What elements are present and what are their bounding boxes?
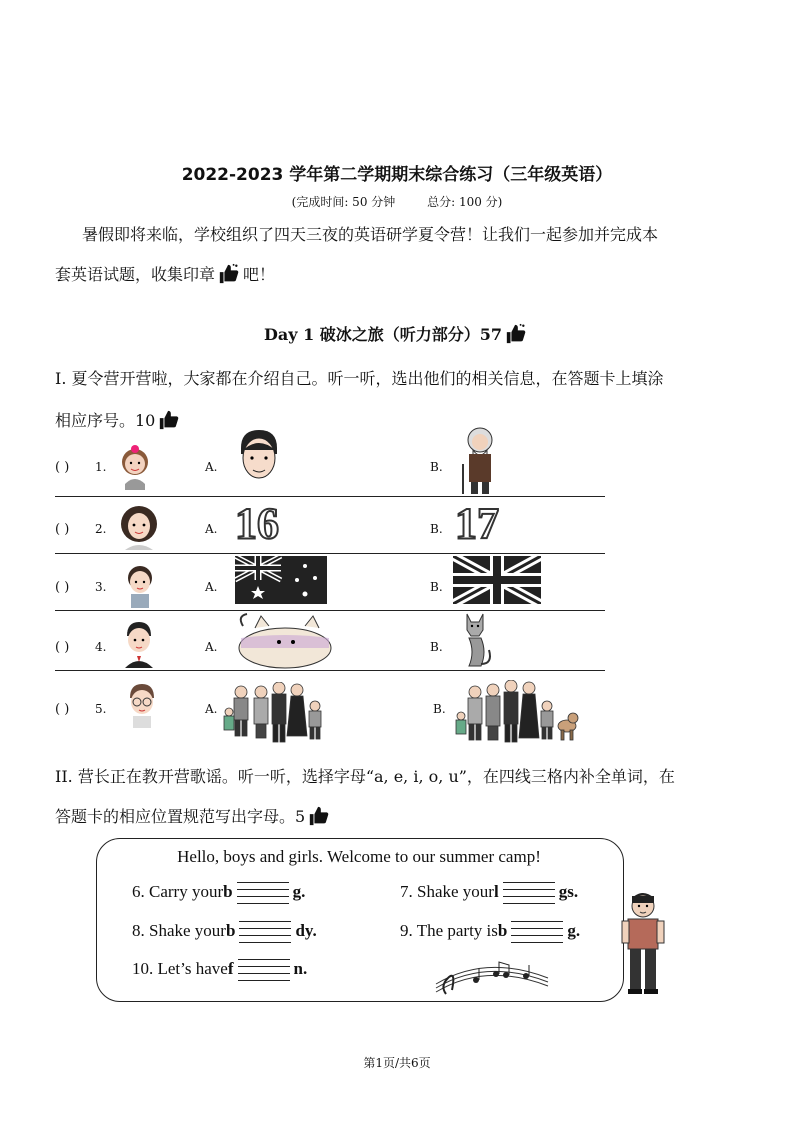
option-a-label: A. (205, 460, 218, 474)
song-item-9 (400, 919, 580, 943)
page-title: 2022-2023 学年第二学期期末综合练习（三年级英语） (181, 165, 613, 185)
option-b-label: B. (430, 460, 443, 474)
boy-face-icon (123, 562, 157, 610)
question-row-5 (55, 680, 605, 738)
man-face-icon (121, 620, 157, 670)
exam-score: 总分: 100 分) (427, 195, 503, 209)
song-item-6 (132, 880, 305, 904)
four-line-blank[interactable] (511, 919, 563, 943)
song-title: Hello, boys and girls. Welcome to our summer camp! (177, 847, 541, 866)
item-letter-start: b (223, 882, 233, 901)
answer-blank[interactable]: ( ) (55, 640, 70, 655)
page-number: 第1页/共6页 (363, 1056, 431, 1070)
intro-line-2 (55, 262, 275, 285)
age-17-number: 17 (455, 499, 499, 548)
question-row-3 (55, 558, 605, 616)
question-row-1 (55, 438, 605, 496)
section1-points: 相应序号。10 (55, 411, 156, 430)
question-number: 1. (95, 460, 107, 474)
question-row-4 (55, 618, 605, 676)
item-letter-end: dy. (295, 921, 317, 940)
item-text: 10. Let’s have (132, 959, 228, 978)
item-letter-end: gs. (558, 882, 579, 901)
four-line-blank[interactable] (238, 957, 290, 981)
intro-text: 套英语试题，收集印章 (55, 265, 216, 284)
item-text: 9. The party is (400, 921, 498, 940)
item-letter-start: b (497, 921, 508, 940)
question-number: 5. (95, 702, 107, 716)
answer-blank[interactable]: ( ) (55, 522, 70, 537)
option-a-label: A. (205, 580, 218, 594)
question-row-2 (55, 500, 605, 558)
family-photo-icon (221, 682, 333, 750)
item-letter-start: f (227, 959, 234, 978)
answer-blank[interactable]: ( ) (55, 702, 70, 717)
old-man-icon (455, 424, 505, 496)
section2-instruction-2 (55, 804, 333, 827)
intro-line-1: 暑假即将来临，学校组织了四天三夜的英语研学夏令营！让我们一起参加并完成本 (82, 225, 659, 244)
thumbs-up-stamp-icon (308, 805, 330, 827)
item-letter-end: g. (292, 882, 306, 901)
option-a-label: A. (205, 640, 218, 654)
day1-title: Day 1 破冰之旅（听力部分）57 (263, 325, 503, 344)
thumbs-up-stamp-icon (158, 409, 180, 431)
section1-instruction-2 (55, 408, 183, 431)
family-with-dog-photo-icon (455, 680, 579, 748)
option-a-label: A. (205, 522, 218, 536)
option-b-label: B. (430, 522, 443, 536)
fat-cat-icon (235, 612, 335, 670)
day1-heading (0, 322, 794, 345)
girl-face-icon (119, 502, 159, 554)
thumbs-up-stamp-icon (218, 263, 240, 285)
answer-blank[interactable]: ( ) (55, 460, 70, 475)
question-number: 2. (95, 522, 107, 536)
young-man-face-icon (235, 428, 283, 490)
four-line-blank[interactable] (239, 919, 291, 943)
exam-time: (完成时间: 50 分钟 (291, 195, 396, 209)
option-b-label: B. (430, 580, 443, 594)
item-letter-end: g. (567, 921, 581, 940)
item-text: 7. Shake your (400, 882, 494, 901)
four-line-blank[interactable] (237, 880, 289, 904)
australia-flag-icon (235, 556, 327, 604)
section2-instruction-1: II. 营长正在教开营歌谣。听一听，选择字母“a, e, i, o, u”，在四线三格内补全单词，在 (55, 767, 675, 786)
section2-points: 答题卡的相应位置规范写出字母。5 (55, 807, 306, 826)
question-number: 3. (95, 580, 107, 594)
age-16-number: 16 (235, 499, 279, 548)
option-b-label: B. (433, 702, 446, 716)
question-number: 4. (95, 640, 107, 654)
divider (55, 610, 605, 611)
divider (55, 553, 605, 554)
answer-blank[interactable]: ( ) (55, 580, 70, 595)
song-item-7 (400, 880, 578, 904)
item-text: 8. Shake your (132, 921, 226, 940)
thin-cat-icon (455, 610, 495, 672)
music-notes-icon (432, 958, 552, 998)
girl-face-icon (119, 442, 151, 492)
item-letter-start: b (225, 921, 236, 940)
divider (55, 670, 605, 671)
thumbs-up-stamp-icon (505, 323, 527, 345)
four-line-blank[interactable] (503, 880, 555, 904)
exam-info (0, 193, 794, 210)
boy-glasses-face-icon (125, 682, 159, 730)
item-letter-end: n. (293, 959, 308, 978)
song-item-8 (132, 919, 317, 943)
intro-text-end: 吧！ (243, 265, 276, 284)
uk-flag-icon (453, 556, 541, 604)
item-letter-start: l (493, 882, 499, 901)
song-item-10 (132, 957, 307, 981)
item-text: 6. Carry your (132, 882, 224, 901)
option-b-label: B. (430, 640, 443, 654)
divider (55, 496, 605, 497)
section1-instruction-1: I. 夏令营开营啦，大家都在介绍自己。听一听，选出他们的相关信息，在答题卡上填涂 (55, 369, 664, 388)
option-a-label: A. (205, 702, 218, 716)
camp-leader-icon (620, 892, 666, 996)
